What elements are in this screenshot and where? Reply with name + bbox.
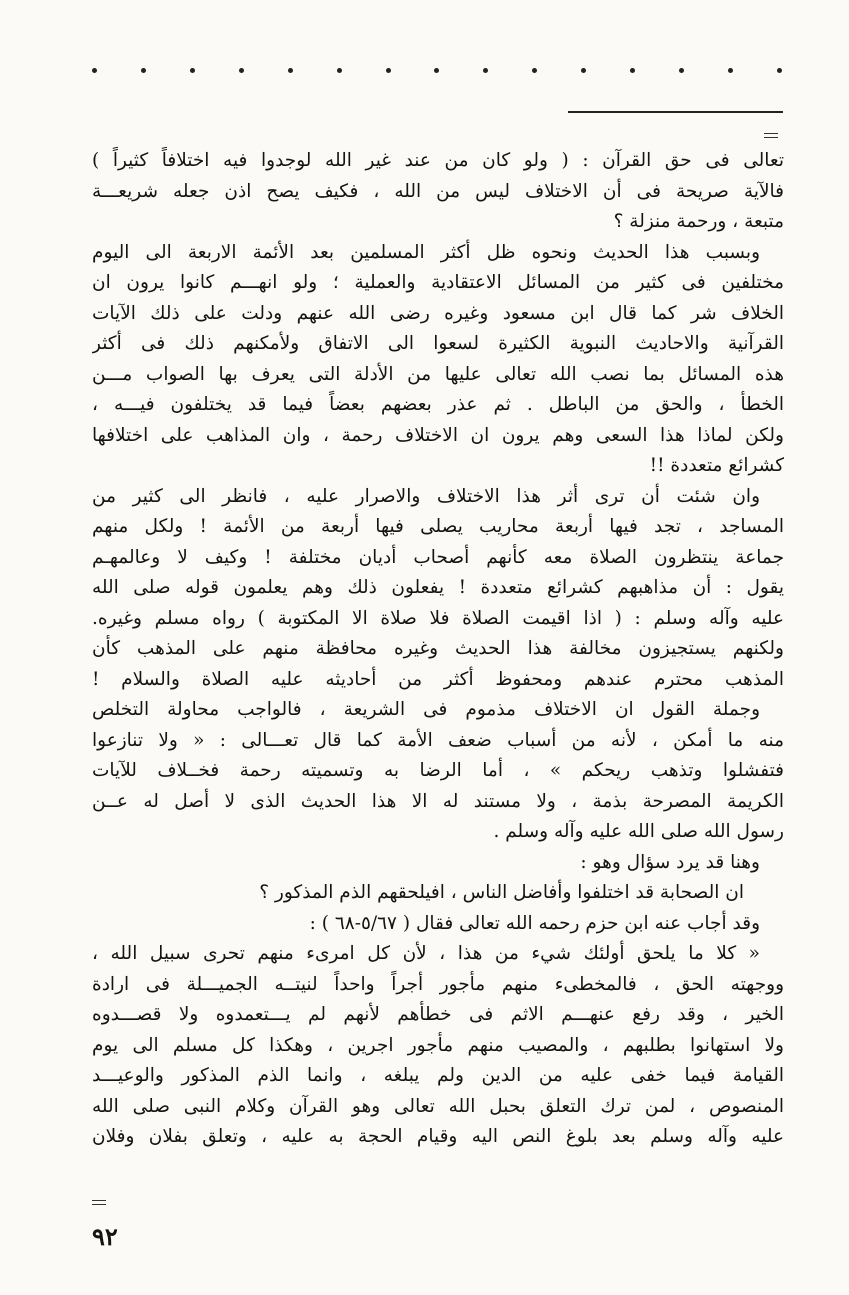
- text-line: ولا استهانوا بطلبهم ، والمصيب منهم مأجور اجرين ، وهكذا كل مسلم الى يوم: [92, 1034, 784, 1056]
- text-line: متبعة ، ورحمة منزلة ؟: [613, 211, 784, 232]
- text-line: عليه وآله وسلم : ( اذا اقيمت الصلاة فلا صلاة الا المكتوبة ) رواه مسلم وغيره.: [92, 607, 784, 629]
- ornament-dot: [239, 68, 244, 73]
- text-line: القيامة فيما خفى عليه من الدين ولم يبلغه ، وانما الذم المذكور والوعيـــد: [92, 1065, 784, 1086]
- text-line: وقد أجاب عنه ابن حزم رحمه الله تعالى فقال ( ٥/٦٧-٦٨ ) :: [309, 912, 760, 934]
- header-rule: [568, 111, 783, 113]
- ornament-dot: [630, 68, 635, 73]
- body-text: [92, 146, 784, 1153]
- header-dot-row: [92, 64, 782, 76]
- text-line: ان الصحابة قد اختلفوا وأفاضل الناس ، افيلحقهم الذم المذكور ؟: [259, 882, 744, 903]
- text-line: ولكنهم يستجيزون مخالفة هذا الحديث وغيره محافظة منهم على المذهب كأن: [92, 638, 784, 659]
- text-line: المنصوص ، لمن ترك التعلق بحبل الله تعالى وهو القرآن وكلام النبى صلى الله: [92, 1095, 784, 1117]
- text-line: الخطأ ، والحق من الباطل . ثم عذر بعضهم بعضاً فيما قد يختلفون فيـــه ،: [92, 394, 784, 415]
- text-line: وبسبب هذا الحديث ونحوه ظل أكثر المسلمين بعد الأئمة الاربعة الى اليوم: [92, 241, 760, 263]
- ornament-dot: [386, 68, 391, 73]
- text-line: رسول الله صلى الله عليه وآله وسلم .: [493, 821, 784, 842]
- text-line: مختلفين فى كثير من المسائل الاعتقادية والعملية ؛ ولو انهـــم كانوا يرون ان: [92, 272, 784, 293]
- text-line: « كلا ما يلحق أولئك شيء من هذا ، لأن كل امرىء منهم تحرى سبيل الله ،: [92, 943, 760, 964]
- text-line: كشرائع متعددة !!: [649, 455, 784, 476]
- text-line: الكريمة المصرحة بذمة ، ولا مستند له الا هذا الحديث الذى لا أصل له عــن: [92, 790, 784, 812]
- text-line: فتفشلوا وتذهب ريحكم » ، أما الرضا به وتسميته رحمة فخــلاف للآيات: [92, 760, 784, 781]
- ornament-dot: [728, 68, 733, 73]
- text-line: وهنا قد يرد سؤال وهو :: [580, 851, 760, 873]
- ornament-dot: [679, 68, 684, 73]
- continuation-mark-top: [764, 133, 778, 141]
- ornament-dot: [434, 68, 439, 73]
- text-line: وان شئت أن ترى أثر هذا الاختلاف والاصرار عليه ، فانظر الى كثير من: [92, 485, 760, 507]
- text-line: جماعة ينتظرون الصلاة معه كأنهم أصحاب أديان مختلفة ! وكيف لا وعالمهـم: [92, 546, 784, 568]
- ornament-dot: [141, 68, 146, 73]
- text-line: تعالى فى حق القرآن : ( ولو كان من عند غير الله لوجدوا فيه اختلافاً كثيراً ): [92, 150, 784, 171]
- text-line: هذه المسائل بما نصب الله تعالى عليها من الأدلة التى يعرف بها الصواب مـــن: [92, 363, 784, 385]
- ornament-dot: [337, 68, 342, 73]
- text-line: المذهب محترم عندهم ومحفوظ أكثر من أحاديثه عليه الصلاة والسلام !: [92, 668, 784, 690]
- ornament-dot: [288, 68, 293, 73]
- text-line: عليه وآله وسلم بعد بلوغ النص اليه وقيام الحجة به عليه ، وتعلق بفلان وفلان: [92, 1126, 784, 1147]
- text-line: منه ما أمكن ، لأنه من أسباب ضعف الأمة كما قال تعـــالى : « ولا تنازعوا: [92, 729, 784, 751]
- text-line: ووجهته الحق ، فالمخطىء منهم مأجور أجراً واحداً لنيتــه الجميـــلة فى ارادة: [92, 973, 784, 995]
- text-line: القرآنية والاحاديث النبوية الكثيرة لسعوا الى الاتفاق ولأمكنهم ذلك فى أكثر: [92, 333, 784, 354]
- text-line: فالآية صريحة فى أن الاختلاف ليس من الله ، فكيف يصح اذن جعله شريعـــة: [92, 180, 784, 202]
- ornament-dot: [532, 68, 537, 73]
- page-number: ٩٢: [92, 1222, 118, 1251]
- ornament-dot: [483, 68, 488, 73]
- text-line: الخير ، وقد رفع عنهـــم الاثم فى خطأهم لأنهم لم يـــتعمدوه ولا قصـــدوه: [92, 1004, 784, 1025]
- text-line: ولكن لماذا هذا السعى وهم يرون ان الاختلاف رحمة ، وان المذاهب على اختلافها: [92, 424, 784, 446]
- ornament-dot: [92, 68, 97, 73]
- continuation-mark-bottom: [92, 1200, 106, 1208]
- text-line: المساجد ، تجد فيها أربعة محاريب يصلى فيها أربعة من الأئمة ! ولكل منهم: [92, 516, 784, 537]
- ornament-dot: [777, 68, 782, 73]
- text-line: الخلاف شر كما قال ابن مسعود وغيره رضى الله عنهم ودلت على ذلك الآيات: [92, 302, 784, 324]
- text-line: وجملة القول ان الاختلاف مذموم فى الشريعة ، فالواجب محاولة التخلص: [92, 699, 760, 720]
- ornament-dot: [190, 68, 195, 73]
- ornament-dot: [581, 68, 586, 73]
- text-line: يقول : أن مذاهبهم كشرائع متعددة ! يفعلون ذلك وهم يعلمون قوله صلى الله: [92, 577, 784, 598]
